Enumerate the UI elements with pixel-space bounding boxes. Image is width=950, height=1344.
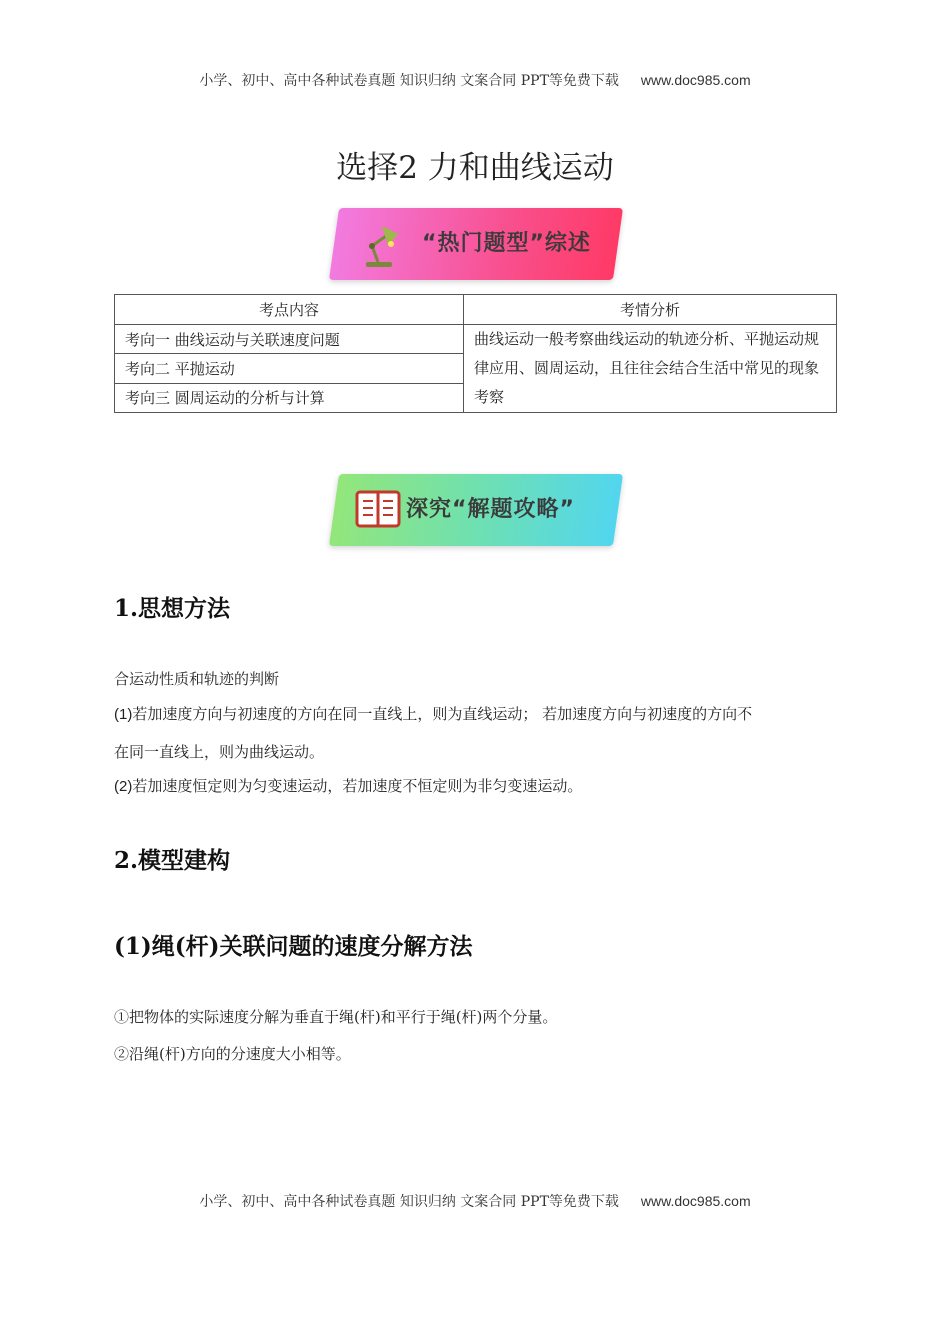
banner-solving-strategy-label: 深究“解题攻略” [406, 497, 575, 522]
banner-hot-topics-label: “热门题型”综述 [422, 231, 591, 256]
table-analysis-cell: 曲线运动一般考察曲线运动的轨迹分析、平抛运动规律应用、圆周运动，且往往会结合生活中常见的现象考察 [464, 325, 837, 413]
table-header-content: 考点内容 [115, 295, 464, 325]
paragraph-number: (2) [114, 778, 133, 795]
section-heading-model: 2.模型建构 [114, 847, 231, 874]
table-row: 考向一 曲线运动与关联速度问题 [115, 325, 464, 354]
paragraph-intro: 合运动性质和轨迹的判断 [114, 670, 280, 688]
paragraph-number: (1) [114, 706, 133, 723]
list-item: ①把物体的实际速度分解为垂直于绳(杆)和平行于绳(杆)两个分量。 [114, 1008, 558, 1026]
table-header-analysis: 考情分析 [464, 295, 837, 325]
banner-solving-strategy [328, 470, 624, 550]
paragraph-text: 若加速度方向与初速度的方向在同一直线上，则为直线运动； 若加速度方向与初速度的方向不 [132, 705, 753, 723]
table-row: 考向三 圆周运动的分析与计算 [115, 383, 464, 412]
header-text: 小学、初中、高中各种试卷真题 知识归纳 文案合同 PPT等免费下载 [199, 73, 619, 89]
open-book-icon [354, 486, 402, 532]
paragraph-2 [114, 775, 844, 796]
subsection-heading: (1)绳(杆)关联问题的速度分解方法 [114, 933, 473, 960]
banner-hot-topics [328, 204, 624, 284]
desk-lamp-icon [358, 220, 402, 270]
section-heading-methods: 1.思想方法 [114, 595, 231, 622]
page-header [0, 70, 950, 90]
footer-url[interactable]: www.doc985.com [640, 1193, 751, 1209]
list-item: ②沿绳(杆)方向的分速度大小相等。 [114, 1045, 351, 1063]
paragraph-1-line-1 [114, 703, 844, 724]
paragraph-1-line-2: 在同一直线上，则为曲线运动。 [114, 743, 325, 761]
page-footer [0, 1191, 950, 1211]
overview-table [114, 294, 837, 413]
table-row: 考向二 平抛运动 [115, 354, 464, 383]
paragraph-text: 若加速度恒定则为匀变速运动，若加速度不恒定则为非匀变速运动。 [132, 777, 583, 795]
header-url[interactable]: www.doc985.com [640, 72, 751, 88]
page-title: 选择2 力和曲线运动 [336, 150, 614, 186]
footer-text: 小学、初中、高中各种试卷真题 知识归纳 文案合同 PPT等免费下载 [199, 1194, 619, 1210]
